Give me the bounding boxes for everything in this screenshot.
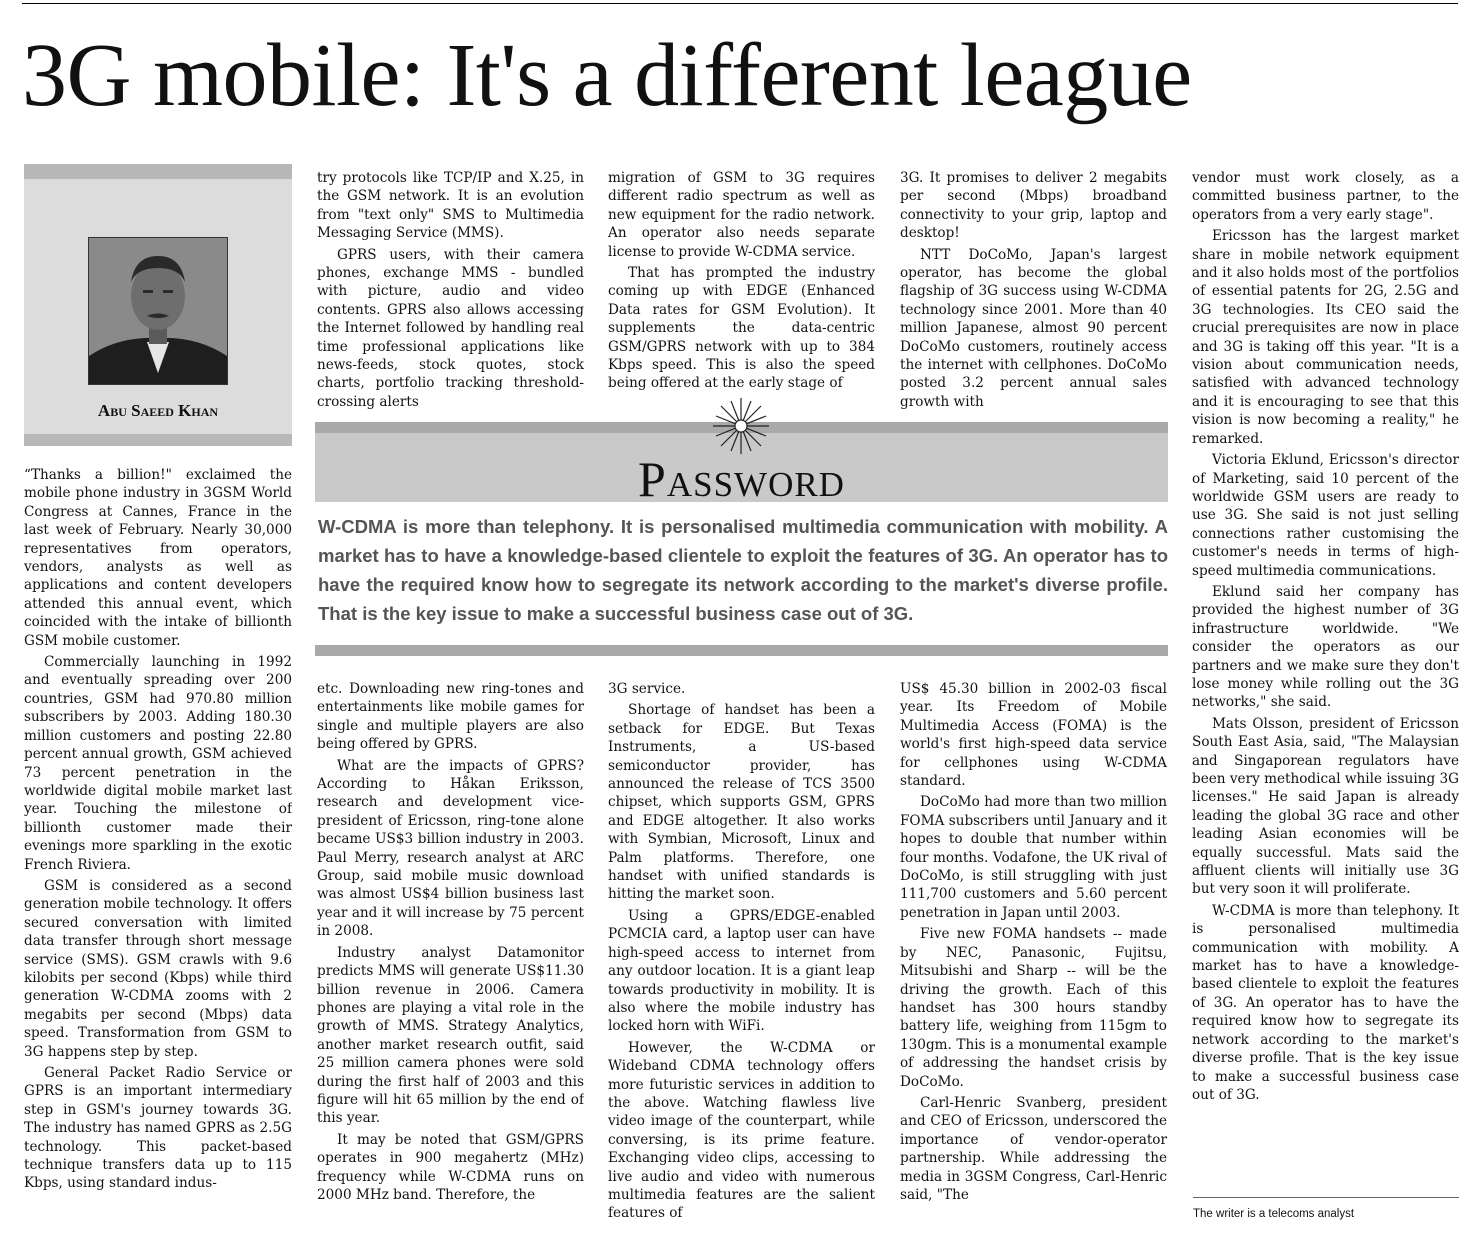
column-1 [24,466,292,1226]
paragraph: etc. Downloading new ring-tones and entertainments like mobile games for single and multiple players are also being offered by GPRS. [317,681,584,753]
paragraph: It may be noted that GSM/GPRS operates in 900 megahertz (MHz) frequency while W-CDMA runs on 2000 MHz band. Therefore, the [317,1131,584,1203]
author-portrait-image [89,238,227,384]
column-2-bottom [317,680,584,1228]
password-text: W-CDMA is more than telephony. It is personalised multimedia communication with mobility. A market has to have a knowledge-based clientele to exploit the features of 3G. An operator has to have the required know how to segregate its network according to the market's diverse profile. That is the key issue to make a successful business case out of 3G. [318,516,1168,624]
paragraph: Ericsson has the largest market share in mobile network equipment and it also holds most of the portfolios of essential patents for 2G, 2.5G and 3G technologies. Its CEO said the crucial prerequisites are now in place and 3G is taking off this year. "It is a vision about communication needs, satisfied with advanced technology and it is encouraging to see that this vision is now becoming a reality," he remarked. [1192,228,1459,447]
paragraph: try protocols like TCP/IP and X.25, in the GSM network. It is an evolution from "text only" SMS to Multimedia Messaging Service (MMS). [317,170,584,242]
footnote-rule [1193,1197,1459,1198]
column-4-top [900,169,1167,416]
paragraph: Commercially launching in 1992 and eventually spreading over 200 countries, GSM had 970.80 million subscribers by 2003. Adding 180.30 million customers and posting 22.80 percent annual growth, GSM achieved 73 percent penetration in the worldwide digital mobile market last year. Touching the milestone of billionth customer made their evenings more sparkling in the exotic French Riviera. [24,654,292,873]
column-4-bottom [900,680,1167,1228]
headline: 3G mobile: It's a different league [22,26,1192,125]
footnote: The writer is a telecoms analyst [1193,1208,1355,1220]
password-bottom-bar [315,645,1168,656]
paragraph: Five new FOMA handsets -- made by NEC, Panasonic, Fujitsu, Mitsubishi and Sharp -- will be the driving the growth. Each of this handset has 300 hours standby battery life, weighing from 115gm to 130gm. This is a monumental example of addressing the handset crisis by DoCoMo. [900,926,1167,1090]
paragraph: DoCoMo had more than two million FOMA subscribers until January and it hopes to double that number within four months. Vodafone, the UK rival of DoCoMo, is still struggling with just 111,700 customers and 5.60 percent penetration in Japan until 2003. [900,794,1167,921]
paragraph: 3G. It promises to deliver 2 megabits per second (Mbps) broadband connectivity to your grip, laptop and desktop! [900,170,1167,242]
paragraph: W-CDMA is more than telephony. It is personalised multimedia communication with mobility. A market has to have a knowledge-based clientele to exploit the features of 3G. An operator has to have the required know how to segregate its network according to the market's diverse profile. That is the key issue to make a successful business case out of 3G. [1192,902,1459,1103]
author-photo-box [24,164,292,446]
top-rule [22,3,1458,4]
author-byline: Abu Saeed Khan [97,401,219,420]
column-5 [1192,169,1459,1169]
paragraph: That has prompted the industry coming up with EDGE (Enhanced Data rates for GSM Evolution). It supplements the data-centric GSM/GPRS network with up to 384 Kbps speed. This is also the speed being offered at the early stage of [608,265,875,392]
paragraph: Mats Olsson, president of Ericsson South East Asia, said, "The Malaysian and Singaporean regulators have been very methodical while issuing 3G licenses." He said Japan is already leading the global 3G race and other leading Asian economies will be equally successful. Mats said the affluent clients will initially use 3G but very soon it will proliferate. [1192,715,1459,898]
paragraph: Industry analyst Datamonitor predicts MMS will generate US$11.30 billion revenue in 2006. Camera phones are playing a vital role in the growth of MMS. Strategy Analytics, another market research outfit, said 25 million camera phones were sold during the first half of 2003 and this figure will hit 65 million by the end of this year. [317,944,584,1127]
paragraph: GSM is considered as a second generation mobile technology. It offers secured conversation with limited data transfer through short message service (SMS). GSM crawls with 9.6 kilobits per second (Kbps) while third generation W-CDMA zooms with 2 megabits per second (Mbps) data speed. Transformation from GSM to 3G happens step by step. [24,877,292,1060]
paragraph: Eklund said her company has provided the highest number of 3G infrastructure worldwide. "We consider the operators as our partners and we make sure they don't lose money while rolling out the 3G networks," she said. [1192,583,1459,711]
column-3-bottom [608,680,875,1228]
paragraph: GPRS users, with their camera phones, exchange MMS - bundled with picture, audio and video contents. GPRS also allows accessing the Internet followed by handling real time professional applications like news-feeds, stock quotes, stock charts, portfolio tracking threshold-crossing alerts [317,246,584,410]
paragraph: Using a GPRS/EDGE-enabled PCMCIA card, a laptop user can have high-speed access to internet from any outdoor location. It is a giant leap towards productivity in mobility. It is also where the mobile industry has locked horn with WiFi. [608,907,875,1035]
paragraph: US$ 45.30 billion in 2002-03 fiscal year. Its Freedom of Mobile Multimedia Access (FOMA) is the world's first high-speed data service for cellphones using W-CDMA standard. [900,681,1167,790]
paragraph: Carl-Henric Svanberg, president and CEO of Ericsson, underscored the importance of vendor-operator partnership. While addressing the media in 3GSM Congress, Carl-Henric said, "The [900,1094,1167,1203]
password-title: Password [638,451,845,507]
paragraph: However, the W-CDMA or Wideband CDMA technology offers more futuristic services in addition to the above. Watching flawless live video image of the counterpart, while conversing, is its prime feature. Exchanging video clips, accessing to live audio and video with numerous multimedia features are the salient features of [608,1039,875,1222]
paragraph: Shortage of handset has been a setback for EDGE. But Texas Instruments, a US-based semiconductor provider, has announced the release of TCS 3500 chipset, which supports GSM, GPRS and EDGE altogether. It also works with Symbian, Microsoft, Linux and Palm platforms. Therefore, one handset with unified standards is hitting the market soon. [608,702,875,903]
paragraph: What are the impacts of GPRS? According to Håkan Eriksson, research and development vice-president of Ericsson, ring-tone alone became US$3 billion industry in 2003. Paul Merry, research analyst at ARC Group, said mobile music download was almost US$4 billion business last year and it will increase by 75 percent in 2008. [317,757,584,940]
paragraph: 3G service. [608,681,686,697]
paragraph: vendor must work closely, as a committed business partner, to the operators from a very early stage". [1192,170,1459,223]
column-3-top [608,169,875,416]
paragraph: Victoria Eklund, Ericsson's director of Marketing, said 10 percent of the worldwide GSM users are ready to use 3G. She said is not just selling connections rather customising the customer's needs in terms of high-speed multimedia communications. [1192,452,1459,579]
paragraph: “Thanks a billion!" exclaimed the mobile phone industry in 3GSM World Congress at Cannes, France in the last week of February. Nearly 30,000 representatives from operators, vendors, analysts as well as applications and content developers attended this annual event, which coincided with the intake of billionth GSM mobile customer. [24,467,292,649]
paragraph: General Packet Radio Service or GPRS is an important intermediary step in GSM's journey towards 3G. The industry has named GPRS as 2.5G technology. This packet-based technique transfers data up to 115 Kbps, using standard indus- [24,1065,292,1192]
starburst-icon [711,396,771,456]
column-2-top [317,169,584,416]
paragraph: NTT DoCoMo, Japan's largest operator, has become the global flagship of 3G success using W-CDMA technology since 2001. More than 40 million Japanese, almost 90 percent DoCoMo customers, routinely access the internet with cellphones. DoCoMo posted 3.2 percent annual sales growth with [900,246,1167,410]
author-photo [88,237,228,385]
paragraph: migration of GSM to 3G requires different radio spectrum as well as new equipment for the radio network. An operator also needs separate license to provide W-CDMA service. [608,170,875,260]
